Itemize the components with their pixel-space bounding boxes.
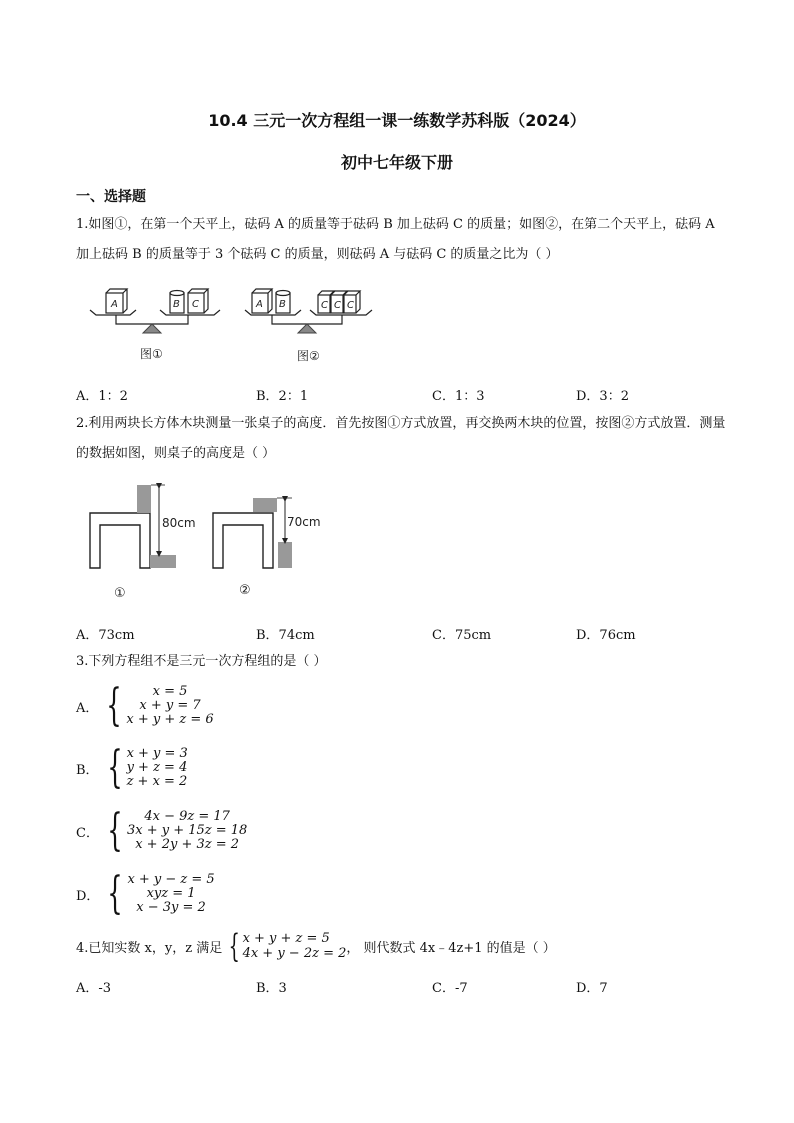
- balance-2-beam: [272, 315, 342, 324]
- q1-option-b[interactable]: B．2：1: [256, 389, 309, 404]
- q1-balance-figure: [80, 280, 400, 370]
- question-4-text: 4.已知实数 x，y，z 满足 { x + y + z = 5 4x + y − 2z = 2 ， 则代数式 4x﹣4z+1 的值是（ ）: [76, 927, 556, 965]
- equation: x − 3y = 2: [136, 900, 206, 915]
- q3-option-a[interactable]: A． { x = 5 x + y = 7 x + y + z = 6: [76, 680, 214, 731]
- section-heading: 一、选择题: [76, 189, 146, 205]
- equation: x + y = 7: [139, 698, 201, 713]
- equation: y + z = 4: [126, 760, 188, 775]
- q2-option-a[interactable]: A．73cm: [76, 628, 135, 643]
- option-label: C．: [76, 825, 99, 841]
- equation: x + 2y + 3z = 2: [135, 837, 240, 852]
- q2-option-d[interactable]: D．76cm: [576, 628, 636, 643]
- equation: x = 5: [152, 684, 188, 699]
- weight-b-label: B: [279, 299, 286, 310]
- weight-c-label: C: [347, 300, 354, 311]
- weight-c-label: C: [334, 300, 341, 311]
- q4-option-d[interactable]: D．7: [576, 981, 608, 996]
- block-flat-fig2: [253, 498, 277, 512]
- table-2: [213, 513, 273, 568]
- q4-option-b[interactable]: B．3: [256, 981, 287, 996]
- equation: x + y − z = 5: [127, 872, 215, 887]
- page-subtitle: 初中七年级下册: [340, 153, 453, 172]
- weight-a-label: A: [256, 299, 263, 310]
- q3-option-b[interactable]: B． { x + y = 3 y + z = 4 z + x = 2: [76, 742, 188, 793]
- q4-prefix: 4.已知实数 x，y，z 满足: [76, 940, 223, 956]
- option-label: A．: [76, 700, 99, 716]
- balance-1-fulcrum: [143, 324, 161, 333]
- block-tall-fig2: [278, 542, 292, 568]
- q4-option-c[interactable]: C．-7: [432, 981, 468, 996]
- q1-option-c[interactable]: C．1：3: [432, 389, 485, 404]
- q4-suffix: ， 则代数式 4x﹣4z+1 的值是（ ）: [346, 940, 556, 956]
- weight-a-label: A: [111, 299, 118, 310]
- equation: z + x = 2: [126, 774, 188, 789]
- equation: 4x + y − 2z = 2: [242, 946, 347, 961]
- q1-option-a[interactable]: A．1：2: [76, 389, 128, 404]
- equation: xyz = 1: [146, 886, 196, 901]
- equation: x + y = 3: [126, 746, 188, 761]
- equation: 4x − 9z = 17: [144, 809, 230, 824]
- weight-c-label: C: [321, 300, 328, 311]
- weight-b-label: B: [173, 299, 180, 310]
- balance-2-fulcrum: [298, 324, 316, 333]
- block-flat-fig1: [150, 555, 176, 568]
- table-1: [90, 513, 150, 568]
- q1-option-d[interactable]: D．3：2: [576, 389, 629, 404]
- q3-option-d[interactable]: D． { x + y − z = 5 xyz = 1 x − 3y = 2: [76, 868, 215, 919]
- q4-option-a[interactable]: A．-3: [76, 981, 112, 996]
- balance-1-beam: [116, 315, 188, 324]
- q2-fig1-caption: ①: [114, 586, 126, 601]
- q2-table-figure: [80, 480, 340, 605]
- q3-option-c[interactable]: C． { 4x − 9z = 17 3x + y + 15z = 18 x + 2y + 3z = 2: [76, 805, 248, 856]
- equation: x + y + z = 5: [242, 931, 330, 946]
- question-1-text: 1.如图①，在第一个天平上，砝码 A 的质量等于砝码 B 加上砝码 C 的质量；如图②，在第二个天平上，砝码 A 加上砝码 B 的质量等于 3 个砝码 C 的质量，则砝码 A 与砝码 C 的质量之比为（ ）: [76, 217, 715, 262]
- question-2-text: 2.利用两块长方体木块测量一张桌子的高度．首先按图①方式放置，再交换两木块的位置，按图②方式放置．测量的数据如图，则桌子的高度是（ ）: [76, 416, 726, 461]
- equation: 3x + y + 15z = 18: [126, 823, 248, 838]
- weight-c-label: C: [192, 299, 199, 310]
- q2-option-b[interactable]: B．74cm: [256, 628, 315, 643]
- q2-fig2-caption: ②: [239, 583, 251, 598]
- q2-option-c[interactable]: C．75cm: [432, 628, 492, 643]
- measure-fig1: 80cm: [162, 516, 196, 530]
- option-label: B．: [76, 762, 99, 778]
- q1-fig2-caption: 图②: [297, 349, 320, 363]
- page-title: 10.4 三元一次方程组一课一练数学苏科版（2024）: [208, 111, 586, 130]
- question-3-text: 3.下列方程组不是三元一次方程组的是（ ）: [76, 654, 327, 669]
- q1-fig1-caption: 图①: [140, 347, 163, 361]
- option-label: D．: [76, 888, 100, 904]
- equation: x + y + z = 6: [126, 712, 214, 727]
- measure-fig2: 70cm: [287, 515, 321, 529]
- block-tall-fig1: [137, 485, 151, 513]
